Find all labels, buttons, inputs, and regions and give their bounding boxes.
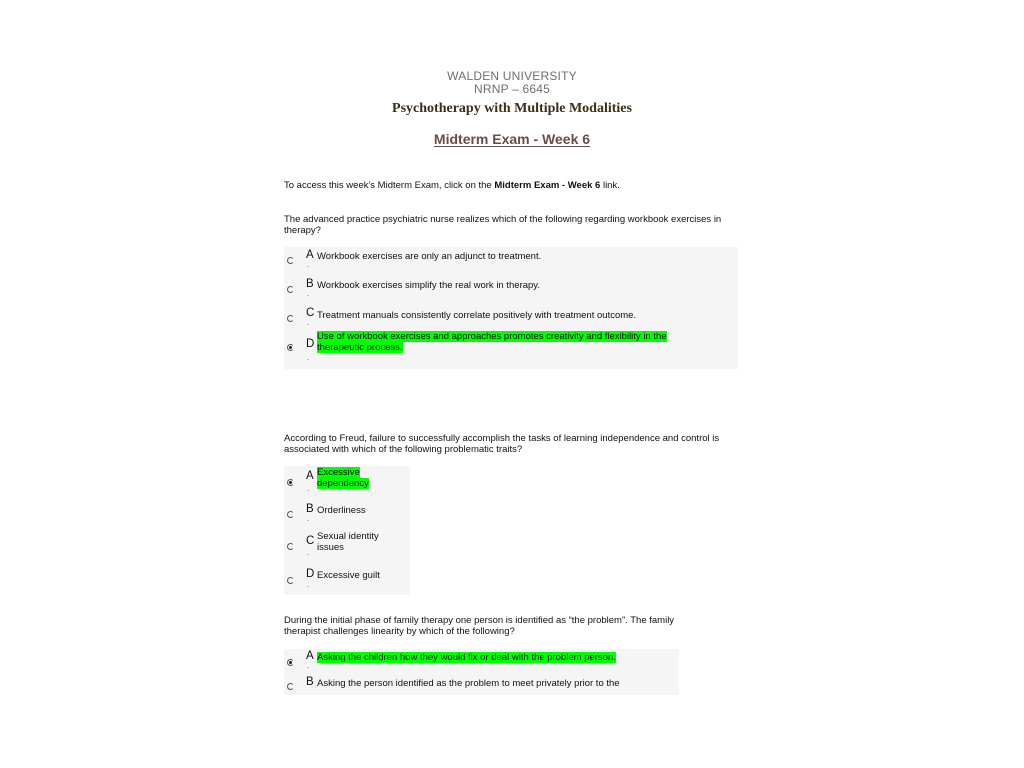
- radio-button[interactable]: [287, 543, 294, 550]
- choice-text-highlighted: [317, 467, 379, 489]
- choice-text: Orderliness: [317, 505, 366, 516]
- question-1-choice-a[interactable]: [284, 247, 738, 276]
- choice-dot: .: [307, 318, 310, 327]
- choice-letter: A: [306, 470, 314, 482]
- choice-dot: .: [307, 484, 310, 493]
- radio-button[interactable]: [287, 577, 294, 584]
- intro-prefix: To access this week's Midterm Exam, click on the: [284, 180, 495, 191]
- choice-text: Treatment manuals consistently correlate positively with treatment outcome.: [317, 310, 637, 321]
- choice-letter: C: [306, 535, 315, 547]
- question-2-choices: [284, 466, 410, 595]
- choice-dot: .: [307, 289, 310, 298]
- course-code: NRNP – 6645: [473, 82, 551, 96]
- choice-text-highlighted: [317, 331, 672, 353]
- choice-dot: .: [307, 661, 310, 670]
- choice-text: Asking the person identified as the problem to meet privately prior to the: [317, 678, 620, 689]
- choice-letter: B: [306, 278, 314, 290]
- radio-button-selected[interactable]: [287, 479, 294, 486]
- exam-link[interactable]: Midterm Exam - Week 6: [494, 180, 601, 191]
- radio-button-selected[interactable]: [287, 659, 294, 666]
- question-2-choice-a[interactable]: [284, 466, 410, 502]
- choice-text: Sexual identity issues: [317, 531, 379, 553]
- question-3-choice-b[interactable]: [284, 675, 679, 695]
- choice-letter: D: [306, 338, 315, 350]
- university-name: WALDEN UNIVERSITY: [447, 69, 577, 83]
- intro-suffix: link.: [600, 180, 620, 191]
- radio-button-selected[interactable]: [287, 344, 294, 351]
- choice-text: Workbook exercises simplify the real work in therapy.: [317, 280, 540, 291]
- question-3-text: During the initial phase of family therapy one person is identified as “the problem”. The family therapist challenges linearity by which of the following?: [284, 615, 675, 637]
- choice-letter: A: [306, 650, 314, 662]
- university-header: [0, 70, 1024, 96]
- answer-highlight: Excessive dependency: [317, 467, 369, 489]
- radio-button[interactable]: [287, 511, 294, 518]
- choice-dot: .: [307, 548, 310, 557]
- question-2-choice-d[interactable]: [284, 566, 410, 595]
- question-3-choices: [284, 649, 679, 695]
- question-2-text: According to Freud, failure to successfully accomplish the tasks of learning independence and control is associated with which of the following problematic traits?: [284, 433, 720, 455]
- choice-dot: .: [307, 260, 310, 269]
- radio-button[interactable]: [287, 683, 294, 690]
- choice-letter: C: [306, 307, 315, 319]
- question-2-choice-b[interactable]: [284, 502, 410, 528]
- question-1-text: The advanced practice psychiatric nurse realizes which of the following regarding workbook exercises in therapy?: [284, 214, 722, 236]
- question-1-choices: [284, 247, 738, 369]
- question-2-choice-c[interactable]: [284, 528, 410, 566]
- choice-dot: .: [307, 514, 310, 523]
- question-1-choice-c[interactable]: [284, 305, 738, 333]
- exam-title-text: Midterm Exam - Week 6: [433, 131, 591, 147]
- answer-highlight: Use of workbook exercises and approaches promotes creativity and flexibility in the therapeutic process.: [317, 331, 667, 353]
- choice-dot: .: [307, 580, 310, 589]
- radio-button[interactable]: [287, 286, 294, 293]
- choice-text: Excessive guilt: [317, 570, 380, 581]
- question-1-choice-d[interactable]: [284, 333, 738, 369]
- choice-text: Workbook exercises are only an adjunct to treatment.: [317, 251, 542, 262]
- choice-dot: .: [307, 353, 310, 362]
- radio-button[interactable]: [287, 315, 294, 322]
- answer-highlight: Asking the children how they would fix or deal with the problem person.: [317, 652, 616, 663]
- choice-letter: D: [306, 568, 315, 580]
- choice-text-highlighted: [317, 652, 616, 663]
- question-1-choice-b[interactable]: [284, 276, 738, 305]
- radio-button[interactable]: [287, 257, 294, 264]
- exam-title: [0, 131, 1024, 147]
- question-3-choice-a[interactable]: [284, 649, 679, 675]
- intro-text: [284, 180, 620, 191]
- course-title: Psychotherapy with Multiple Modalities: [392, 101, 632, 116]
- choice-letter: B: [306, 503, 314, 515]
- choice-letter: B: [306, 676, 314, 688]
- choice-letter: A: [306, 249, 314, 261]
